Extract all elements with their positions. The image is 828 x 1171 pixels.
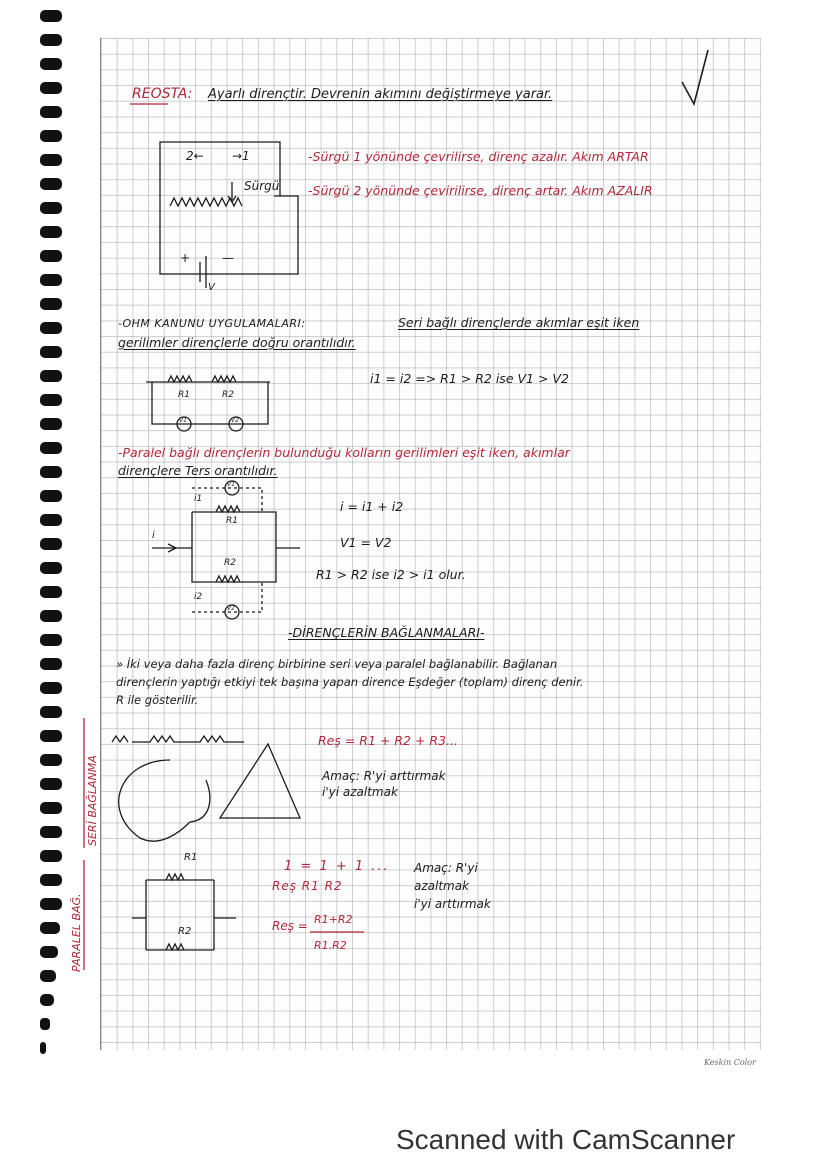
reosta-plus: + xyxy=(180,251,191,265)
par-formula2-num: R1+R2 xyxy=(314,913,353,926)
series-chain xyxy=(112,736,244,742)
section-heading: -DİRENÇLERİN BAĞLANMALARI- xyxy=(288,625,485,640)
reosta-v: V xyxy=(208,282,215,293)
series-side-label: SERİ BAĞLANMA xyxy=(86,755,99,846)
scanner-footer: Scanned with CamScanner xyxy=(396,1124,736,1155)
series-circle xyxy=(119,760,210,841)
parallel-v2: V2 xyxy=(227,605,235,612)
parallel-meter-wire xyxy=(192,488,262,612)
series-purpose-1: Amaç: R'yi arttırmak xyxy=(322,769,446,783)
parallel-r2: R2 xyxy=(224,558,236,568)
par-formula-bottom: Reş R1 R2 xyxy=(272,879,343,893)
ohm-heading: -OHM KANUNU UYGULAMALARI: xyxy=(118,317,306,330)
parallel-i1: i1 xyxy=(194,494,203,504)
parallel-v1: V1 xyxy=(227,481,235,488)
series-purpose-2: i'yi azaltmak xyxy=(322,785,398,799)
parallel-formula-2: V1 = V2 xyxy=(340,535,392,550)
series-formula: i1 = i2 => R1 > R2 ise V1 > V2 xyxy=(370,371,569,386)
reosta-direction-left: 2← xyxy=(186,149,204,163)
section-paragraph-2: dirençlerin yaptığı etkiyi tek başına yapan dirence Eşdeğer (toplam) direnç denir. xyxy=(116,675,584,689)
ohm-line-1: Seri bağlı dirençlerde akımlar eşit iken xyxy=(398,315,640,330)
reosta-direction-right: →1 xyxy=(232,149,250,163)
title-label: REOSTA: xyxy=(132,86,193,102)
par-r2: R2 xyxy=(178,926,192,937)
par-purpose-3: i'yi arttırmak xyxy=(414,897,491,911)
series-v2: V2 xyxy=(231,417,239,424)
parallel-i: i xyxy=(152,530,155,541)
parallel-resistor-top xyxy=(166,874,184,880)
series-r1: R1 xyxy=(178,390,190,400)
series-resistor-r1 xyxy=(168,376,192,382)
section-paragraph-3: R ile gösterilir. xyxy=(116,693,199,707)
series-v1: V1 xyxy=(179,417,187,424)
series-resistor-r2 xyxy=(212,376,236,382)
parallel-i2: i2 xyxy=(194,592,203,602)
series-r2: R2 xyxy=(222,390,234,400)
par-r1: R1 xyxy=(184,852,198,863)
notebook-brand: Keskin Color xyxy=(704,1058,756,1067)
par-purpose-1: Amaç: R'yi xyxy=(414,861,478,875)
parallel-formula-3: R1 > R2 ise i2 > i1 olur. xyxy=(316,567,466,582)
series-triangle xyxy=(220,744,300,818)
parallel-resistor-r1 xyxy=(216,506,240,512)
parallel-formula-1: i = i1 + i2 xyxy=(340,499,404,514)
checkmark-icon xyxy=(682,50,708,104)
par-formula2-left: Reş = xyxy=(272,919,308,933)
parallel-side-label: PARALEL BAĞ. xyxy=(70,893,83,972)
parallel-bracket xyxy=(132,880,236,950)
reosta-resistor xyxy=(170,198,242,206)
ohm-line-2: gerilimler dirençlerle doğru orantılıdır. xyxy=(118,335,356,350)
parallel-r1: R1 xyxy=(226,516,238,526)
par-purpose-2: azaltmak xyxy=(414,879,470,893)
par-formula-top: 1 = 1 + 1 ... xyxy=(284,859,390,874)
parallel-line-2: dirençlere Ters orantılıdır. xyxy=(118,463,278,478)
title-text: Ayarlı dirençtir. Devrenin akımını değiştirmeye yarar. xyxy=(208,87,553,102)
series-eq-formula: Reş = R1 + R2 + R3... xyxy=(318,733,458,748)
reosta-slider-label: Sürgü xyxy=(244,179,280,193)
par-formula2-den: R1.R2 xyxy=(314,939,347,952)
parallel-resistor-r2 xyxy=(216,576,240,582)
parallel-resistor-bottom xyxy=(166,944,184,950)
series-wire xyxy=(146,382,270,424)
reosta-minus: — xyxy=(222,251,234,265)
battery xyxy=(200,256,206,288)
reosta-rule-2: -Sürgü 2 yönünde çevirilirse, direnç artar. Akım AZALIR xyxy=(308,183,653,198)
parallel-line-1: -Paralel bağlı dirençlerin bulunduğu kolların gerilimleri eşit iken, akımlar xyxy=(118,445,570,460)
reosta-rule-1: -Sürgü 1 yönünde çevrilirse, direnç azalır. Akım ARTAR xyxy=(308,149,649,164)
section-paragraph-1: » İki veya daha fazla direnç birbirine seri veya paralel bağlanabilir. Bağlanan xyxy=(116,657,558,671)
